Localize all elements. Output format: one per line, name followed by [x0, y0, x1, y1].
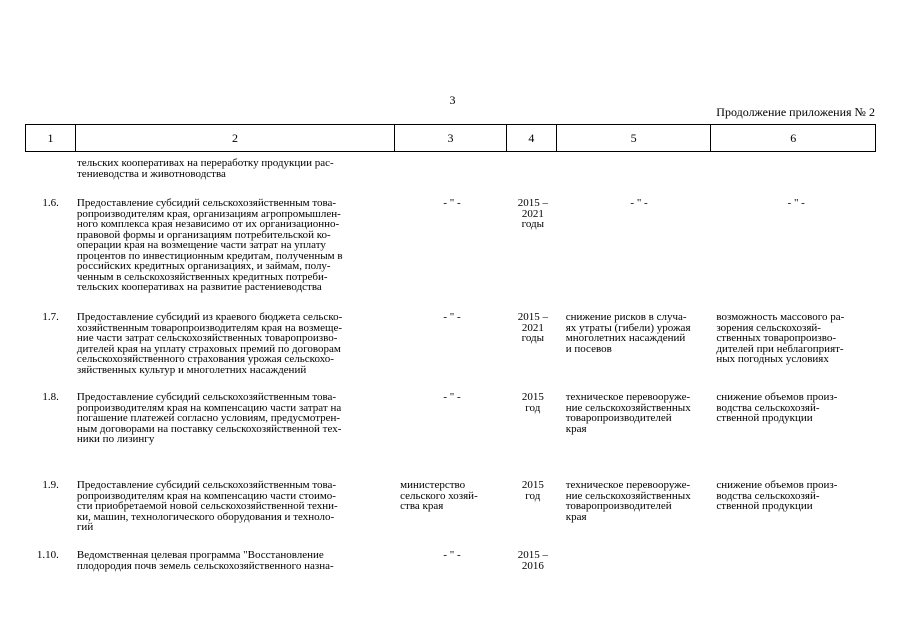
header-col-6: 6 [790, 130, 797, 145]
row-number: 1.9. [42, 479, 59, 491]
header-col-1: 1 [26, 125, 76, 151]
table-row [25, 198, 876, 293]
row-number: 1.10. [36, 549, 59, 561]
row-executor: - " - [443, 391, 461, 403]
row-executor: - " - [443, 549, 461, 561]
row-executor: - " - [443, 197, 461, 209]
table-row [25, 550, 876, 571]
row-period: 2015 год [521, 391, 544, 414]
row-description: Предоставление субсидий сельскохозяйственным това- ропроизводителям края на компенсацию части затрат на погашение платежей согласно условиям, предусмотрен- ным договорами на поставку сельскохозяйственной тех- ники по лизингу [76, 391, 342, 445]
table-row [25, 158, 876, 179]
row-period: 2015 – 2021 годы [517, 197, 548, 230]
header-col-5: 5 [557, 125, 712, 151]
table-row [25, 312, 876, 375]
row-executor: министерство сельского хозяй- ства края [400, 479, 478, 512]
row-description: тельских кооперативах на переработку продукции рас- тениеводства и животноводства [77, 157, 334, 180]
row-number: 1.6. [42, 197, 59, 209]
row-consequence: снижение рисков в случа- ях утраты (гибели) урожая многолетних насаждений и посевов [565, 311, 691, 355]
row-consequence: - " - [630, 197, 648, 209]
table-row [25, 480, 876, 533]
row-impact: снижение объемов произ- водства сельскохозяй- ственной продукции [716, 391, 838, 424]
table-row [25, 392, 876, 445]
row-number: 1.8. [42, 391, 59, 403]
row-executor: - " - [443, 311, 461, 323]
row-description: Предоставление субсидий сельскохозяйственным това- ропроизводителям края на компенсацию части стоимо- сти приобретаемой новой сельскохозяйственной техни- ки, машин, технологического оборудования и техноло- гий [76, 479, 338, 533]
row-description: Ведомственная целевая программа "Восстановление плодородия почв земель сельскохозяйственного назна- [76, 549, 334, 572]
row-number: 1.7. [42, 311, 59, 323]
row-consequence: техническое перевооруже- ние сельскохозяйственных товаропроизводителей края [565, 479, 691, 523]
row-impact: снижение объемов произ- водства сельскохозяй- ственной продукции [716, 479, 838, 512]
continuation-label: Продолжение приложения № 2 [716, 105, 875, 119]
row-period: 2015 – 2021 годы [517, 311, 548, 344]
row-impact: - " - [787, 197, 805, 209]
table-header [25, 124, 876, 152]
page-number: 3 [449, 93, 456, 107]
header-col-2: 2 [76, 125, 395, 151]
row-consequence [558, 550, 713, 571]
header-col-4: 4 [507, 125, 557, 151]
header-col-3: 3 [395, 125, 507, 151]
row-period: 2015 год [521, 479, 544, 502]
row-description: Предоставление субсидий сельскохозяйственным това- ропроизводителям края, организациям агропромышлен- ного комплекса края независимо от их организационно- правовой формы и организациям потребительской ко- операции края на возмещение части затрат на уплату процентов по инвестиционным кредитам, полученным в российских кредитных организациях, и займам, полу- ченным в сельскохозяйственных кредитных потреби- тельских кооперативах на развитие растениеводства [76, 197, 343, 293]
row-impact: возможность массового ра- зорения сельскохозяй- ственных товаропроизво- дителей при неблагоприят- ных погодных условиях [716, 311, 845, 365]
row-number [25, 158, 75, 179]
row-period: 2015 – 2016 [517, 549, 548, 572]
row-impact [712, 550, 876, 571]
row-consequence: техническое перевооруже- ние сельскохозяйственных товаропроизводителей края [565, 391, 691, 435]
row-description: Предоставление субсидий из краевого бюджета сельско- хозяйственным товаропроизводителям края на возмеще- ние части затрат сельскохозяйственных товаропроизво- дителей края на уплату страховых премий по договорам сельскохозяйственного страхования урожая сельскохо- зяйственных культур и многолетних насаждений [76, 311, 343, 376]
